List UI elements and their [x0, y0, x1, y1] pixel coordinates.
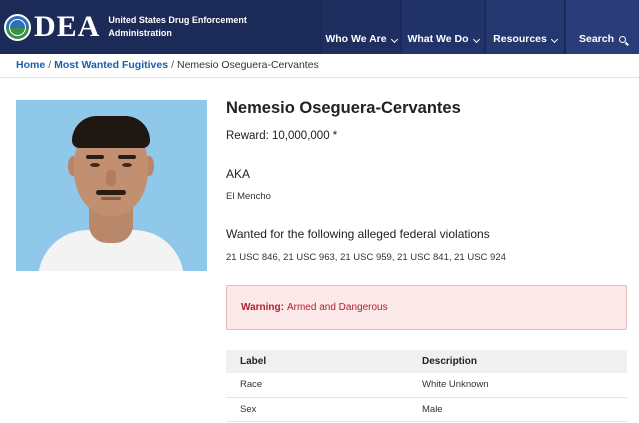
divider — [0, 77, 639, 78]
table-row — [226, 397, 627, 421]
breadcrumb-separator: / — [48, 59, 52, 71]
breadcrumb-current: Nemesio Oseguera-Cervantes — [176, 59, 319, 71]
table-header-row — [226, 350, 627, 373]
warning-label: Warning: — [241, 302, 284, 313]
reward — [226, 130, 337, 142]
table-cell: Sex — [240, 403, 257, 415]
nav-who-we-are[interactable]: Who We Are — [322, 0, 400, 54]
reward-label: Reward: — [226, 130, 269, 142]
warning-text: Armed and Dangerous — [286, 302, 388, 313]
agency-name: United States Drug Enforcement Administration — [108, 15, 247, 38]
dea-seal-icon — [4, 14, 31, 41]
table-cell: White Unknown — [422, 379, 489, 391]
dea-logo[interactable] — [0, 0, 247, 54]
table-cell: Male — [422, 403, 443, 415]
breadcrumb — [16, 59, 319, 71]
table-cell: Race — [240, 379, 263, 391]
fugitive-photo — [16, 100, 207, 271]
breadcrumb-separator: / — [171, 59, 174, 71]
table-row — [226, 373, 627, 397]
chevron-down-icon — [472, 36, 479, 43]
details-table — [226, 350, 627, 422]
fugitive-name: Nemesio Oseguera-Cervantes — [226, 99, 461, 117]
nav-what-we-do[interactable]: What We Do — [402, 0, 484, 54]
logo-text: DEA — [34, 10, 101, 43]
warning-alert — [226, 285, 627, 330]
breadcrumb-section-link[interactable]: Most Wanted Fugitives — [54, 59, 169, 71]
site-header — [0, 0, 639, 54]
table-header-description: Description — [422, 356, 478, 367]
nav-resources[interactable]: Resources — [486, 0, 564, 54]
aka-value: El Mencho — [226, 191, 271, 202]
reward-value: 10,000,000 * — [272, 130, 338, 142]
violations-value: 21 USC 846, 21 USC 963, 21 USC 959, 21 USC 841, 21 USC 924 — [226, 252, 506, 263]
aka-heading: AKA — [226, 167, 251, 181]
breadcrumb-home-link[interactable]: Home — [16, 59, 46, 71]
violations-heading: Wanted for the following alleged federal violations — [226, 227, 490, 241]
search-icon — [619, 36, 626, 43]
chevron-down-icon — [391, 36, 398, 43]
nav-search[interactable]: Search — [566, 0, 639, 54]
table-header-label: Label — [240, 356, 267, 367]
chevron-down-icon — [551, 36, 558, 43]
